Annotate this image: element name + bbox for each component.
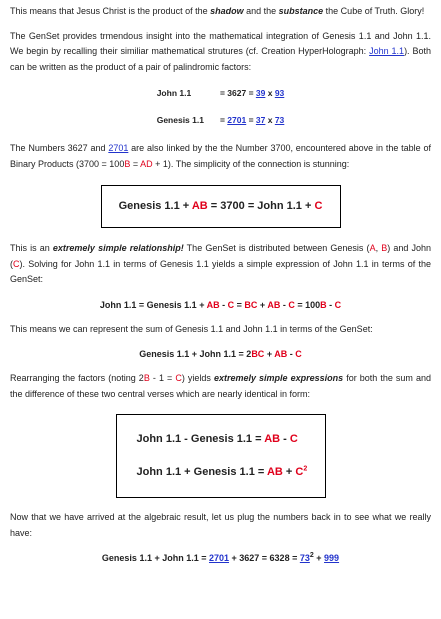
row-label-john: John 1.1 xyxy=(156,87,192,98)
link-93[interactable]: 93 xyxy=(274,87,285,98)
paragraph-simple-relationship xyxy=(10,241,431,288)
genset-c: C xyxy=(314,199,323,212)
superscript-2: 2 xyxy=(303,465,308,473)
sum-equation xyxy=(137,456,325,489)
genset-bc: BC xyxy=(244,299,258,310)
link-37[interactable]: 37 xyxy=(255,114,266,125)
genset-ab: AB xyxy=(264,433,281,445)
text: - xyxy=(280,433,290,445)
genset-ab: AB xyxy=(267,299,281,310)
text: ). Both can be written as the product of a pair of palindromic factors: xyxy=(10,46,431,72)
genset-b: B xyxy=(124,158,131,169)
text: Genesis 1.1 + xyxy=(118,199,192,212)
text: = 3627 = xyxy=(219,87,256,98)
text: + xyxy=(264,348,275,359)
table-row-genesis xyxy=(153,108,289,133)
key-equation-box xyxy=(101,185,341,228)
text: the Cube of Truth. Glory! xyxy=(323,6,425,16)
sum-difference-box xyxy=(116,414,326,498)
superscript-2: 2 xyxy=(309,552,314,559)
genset-b: B xyxy=(381,243,388,253)
text: = 3700 = John 1.1 + xyxy=(207,199,315,212)
genset-ab: AB xyxy=(191,199,208,212)
genset-ab: AB xyxy=(206,299,220,310)
text: - xyxy=(326,299,335,310)
link-73-result[interactable]: 73 xyxy=(299,553,310,563)
text: + 1). The simplicity of the connection is stunning: xyxy=(152,158,350,169)
text: - xyxy=(280,299,289,310)
genset-bc: BC xyxy=(251,348,265,359)
paragraph-genset-insight xyxy=(10,29,431,76)
text: = xyxy=(130,158,141,169)
row-value-genesis xyxy=(216,108,288,133)
link-73[interactable]: 73 xyxy=(274,114,285,125)
text: John 1.1 + Genesis 1.1 = xyxy=(136,466,267,478)
genset-c: C xyxy=(288,299,295,310)
paragraph-numbers-linked xyxy=(10,141,431,172)
text: This means that Jesus Christ is the product of the xyxy=(10,6,211,16)
text: ) and John ( xyxy=(10,243,432,269)
row-label-genesis: Genesis 1.1 xyxy=(156,114,204,125)
text: - xyxy=(287,348,296,359)
text: = xyxy=(234,299,245,310)
text: + xyxy=(257,299,268,310)
emphasis-simple-relationship: extremely simple relationship! xyxy=(52,243,184,253)
equation-sum-in-genset xyxy=(10,347,431,363)
emphasis-shadow: shadow xyxy=(210,6,244,16)
text: = xyxy=(219,114,228,125)
paragraph-rearranging-factors xyxy=(10,371,431,402)
paragraph-plug-numbers: Now that we have arrived at the algebraic result, let us plug the numbers back in to see what we really have: xyxy=(10,512,431,538)
link-2701-inline[interactable]: 2701 xyxy=(108,143,129,153)
text: for both the sum and the difference of these two central verses which are nearly identical in form: xyxy=(10,373,431,399)
genset-c: C xyxy=(334,299,342,310)
link-2701-result[interactable]: 2701 xyxy=(208,553,230,563)
text: , xyxy=(375,243,382,253)
text: The Numbers 3627 and xyxy=(10,143,109,153)
text: + 3627 = 6328 = xyxy=(229,553,300,563)
table-row-john xyxy=(153,81,289,106)
paragraph-sum-representation: This means we can represent the sum of Genesis 1.1 and John 1.1 in terms of the GenSet: xyxy=(10,324,373,334)
genset-c: C xyxy=(295,348,302,359)
text: - xyxy=(219,299,228,310)
text: John 1.1 = Genesis 1.1 + xyxy=(99,299,207,310)
text: The GenSet is distributed between Genesis ( xyxy=(183,243,370,253)
text: + xyxy=(313,553,325,563)
row-value-john xyxy=(216,81,288,106)
text: x xyxy=(265,114,275,125)
link-2701[interactable]: 2701 xyxy=(227,114,247,125)
genset-c: C xyxy=(227,299,235,310)
genset-c: C xyxy=(289,433,298,445)
genset-ab: AB xyxy=(274,348,288,359)
palindromic-factors-table xyxy=(151,79,291,135)
text: - 1 = xyxy=(149,373,176,383)
text: = 100 xyxy=(294,299,321,310)
link-john-1-1[interactable]: John 1.1 xyxy=(369,46,405,56)
text: This is an xyxy=(10,243,53,253)
emphasis-substance: substance xyxy=(278,6,324,16)
text: Genesis 1.1 + John 1.1 = xyxy=(101,553,209,563)
text: ). Solving for John 1.1 in terms of Genesis 1.1 yields a simple expression of John 1.1 in terms of the GenSet: xyxy=(10,258,431,284)
text: ) yields xyxy=(181,373,214,383)
genset-ab: AB xyxy=(266,466,283,478)
equation-numeric-result xyxy=(10,551,431,567)
text: = xyxy=(246,114,256,125)
genset-b: B xyxy=(143,373,150,383)
text: x xyxy=(265,87,275,98)
genset-b: B xyxy=(320,299,327,310)
paragraph-cube-of-truth xyxy=(10,4,431,20)
genset-c: C xyxy=(175,373,182,383)
text: John 1.1 - Genesis 1.1 = xyxy=(136,433,265,445)
emphasis-simple-expressions: extremely simple expressions xyxy=(213,373,344,383)
genset-c: C xyxy=(13,258,20,269)
text: Genesis 1.1 + John 1.1 = 2 xyxy=(139,348,252,359)
link-999[interactable]: 999 xyxy=(324,553,340,563)
link-39[interactable]: 39 xyxy=(255,87,266,98)
text: are also linked by the the Number 3700, encountered above in the table of Binary Products (3700 = 100 xyxy=(10,143,431,169)
genset-ad: AD xyxy=(140,158,153,169)
genset-a: A xyxy=(369,243,376,253)
text: Rearranging the factors (noting 2 xyxy=(10,373,144,383)
genset-c: C xyxy=(295,466,304,478)
text: The GenSet provides trmendous insight into the mathematical integration of Genesis 1.1 and John 1.1. We begin by recalling their similiar mathematical strutures (cf. Creation HyperHolograph: xyxy=(10,30,431,56)
text: + xyxy=(282,466,296,478)
difference-equation xyxy=(137,423,325,456)
text: and the xyxy=(243,6,279,16)
equation-john-in-genset xyxy=(10,298,431,314)
